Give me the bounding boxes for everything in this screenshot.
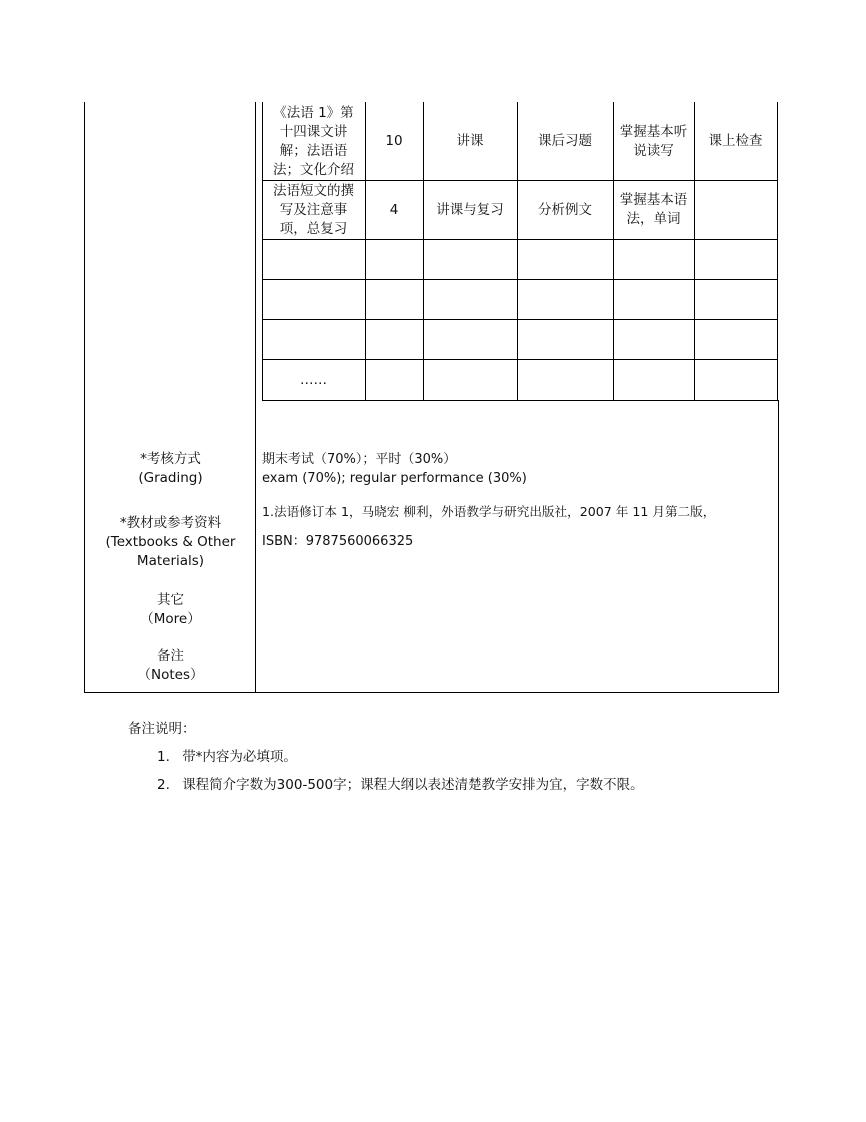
schedule-cell-method xyxy=(429,240,511,279)
schedule-cell-hours: 4 xyxy=(389,201,399,218)
schedule-cell-homework xyxy=(523,360,607,400)
schedule-cell-objective: 掌握基本听说读写 xyxy=(619,123,688,159)
schedule-cell-homework xyxy=(523,320,607,359)
schedule-cell-homework xyxy=(523,240,607,279)
textbooks-content xyxy=(262,502,774,551)
schedule-row-line xyxy=(262,400,778,401)
schedule-cell-assessment xyxy=(700,320,771,359)
schedule-col-line xyxy=(777,102,778,400)
schedule-cell-assessment xyxy=(700,181,771,239)
schedule-cell-hours xyxy=(371,280,417,319)
schedule-cell-topic xyxy=(268,320,359,359)
schedule-cell-topic: …… xyxy=(300,371,327,388)
textbooks-label-en-2: Materials) xyxy=(136,553,205,569)
footnote-item xyxy=(157,745,297,765)
textbooks-label xyxy=(86,514,255,571)
footnote-item xyxy=(157,773,644,793)
schedule-cell-method: 讲课与复习 xyxy=(436,201,504,218)
grading-line-cn: 期末考试（70%）；平时（30%） xyxy=(262,452,457,467)
grading-label xyxy=(86,450,255,488)
grading-label-en: (Grading) xyxy=(138,470,203,486)
more-label-cn: 其它 xyxy=(157,592,184,608)
schedule-cell-objective xyxy=(619,320,688,359)
schedule-cell-assessment xyxy=(700,280,771,319)
schedule-cell-method xyxy=(429,360,511,400)
schedule-cell-topic xyxy=(268,240,359,279)
schedule-cell-assessment xyxy=(700,360,771,400)
notes-label-en: （Notes） xyxy=(137,667,204,683)
schedule-cell-homework: 课后习题 xyxy=(538,133,592,149)
schedule-cell-topic: 《法语 1》第十四课文讲解；法语语法；文化介绍 xyxy=(273,104,354,178)
schedule-cell-method xyxy=(429,320,511,359)
schedule-cell-hours xyxy=(371,240,417,279)
schedule-cell-hours xyxy=(371,360,417,400)
more-label xyxy=(86,591,255,629)
schedule-cell-topic: 法语短文的撰写及注意事项，总复习 xyxy=(273,182,354,237)
grading-content xyxy=(262,450,527,488)
more-label-en: （More） xyxy=(140,611,201,627)
schedule-cell-homework xyxy=(523,280,607,319)
notes-label xyxy=(86,647,255,685)
schedule-col-line xyxy=(365,102,366,400)
schedule-cell-objective xyxy=(619,360,688,400)
textbook-isbn: ISBN：9787560066325 xyxy=(262,534,414,549)
schedule-cell-assessment xyxy=(700,240,771,279)
notes-label-cn: 备注 xyxy=(157,648,184,664)
outer-bottom-border xyxy=(84,692,779,693)
outer-left-border xyxy=(84,102,85,693)
schedule-col-line xyxy=(262,102,263,400)
schedule-cell-assessment: 课上检查 xyxy=(708,133,763,149)
textbook-reference: 1.法语修订本 1，马晓宏 柳利，外语教学与研究出版社，2007 年 11 月第二版， xyxy=(262,504,716,519)
textbooks-label-cn: *教材或参考资料 xyxy=(119,515,222,531)
schedule-col-line xyxy=(517,102,518,400)
schedule-cell-homework: 分析例文 xyxy=(538,201,592,218)
schedule-col-line xyxy=(423,102,424,400)
footnote-text: 带*内容为必填项。 xyxy=(182,749,297,765)
schedule-cell-objective xyxy=(619,280,688,319)
grading-label-cn: *考核方式 xyxy=(140,451,201,467)
schedule-cell-method: 讲课 xyxy=(456,133,484,149)
grading-line-en: exam (70%); regular performance (30%) xyxy=(262,471,527,486)
schedule-col-line xyxy=(694,102,695,400)
footnote-text: 课程简介字数为300-500字；课程大纲以表述清楚教学安排为宜，字数不限。 xyxy=(182,777,644,793)
schedule-cell-objective xyxy=(619,240,688,279)
column-divider xyxy=(255,102,256,693)
schedule-col-line xyxy=(613,102,614,400)
schedule-cell-objective: 掌握基本语法，单词 xyxy=(619,192,688,227)
schedule-cell-hours xyxy=(371,320,417,359)
footnote-number: 1. xyxy=(157,749,170,765)
footnotes-title: 备注说明： xyxy=(128,721,196,737)
footnote-number: 2. xyxy=(157,777,170,793)
outer-right-border xyxy=(778,400,779,693)
schedule-cell-method xyxy=(429,280,511,319)
textbooks-label-en-1: (Textbooks & Other xyxy=(105,534,236,550)
schedule-cell-topic xyxy=(268,280,359,319)
schedule-cell-hours: 10 xyxy=(385,133,403,149)
